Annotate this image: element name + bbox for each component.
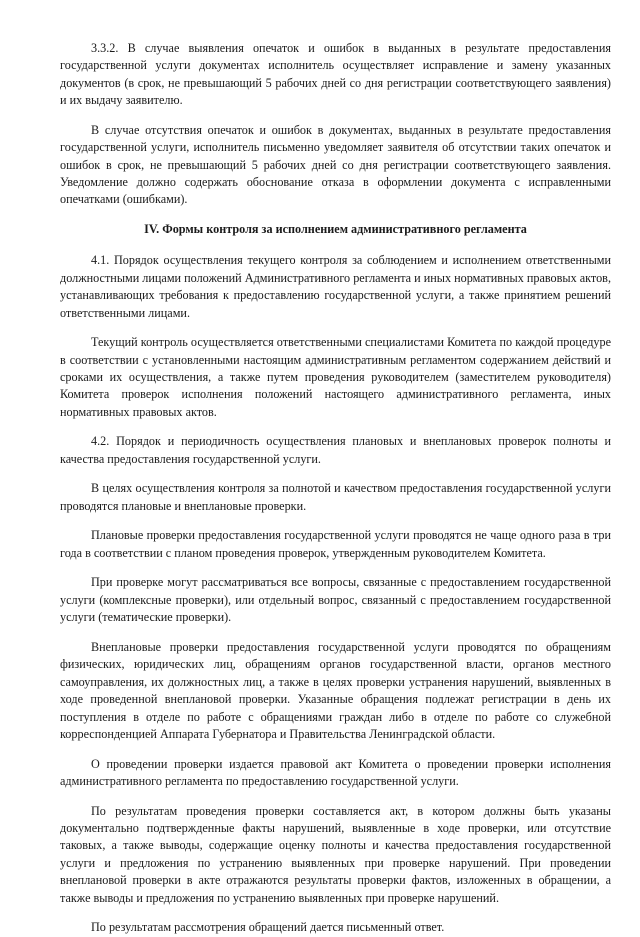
paragraph: 4.2. Порядок и периодичность осуществления плановых и внеплановых проверок полноты и качества предоставления государственной услуги. xyxy=(60,434,611,466)
paragraph: По результатам рассмотрения обращений дается письменный ответ. xyxy=(91,920,445,935)
document-page xyxy=(60,40,611,937)
paragraph: Плановые проверки предоставления государственной услуги проводятся не чаще одного раза в три года в соответствии с планом проведения проверок, утвержденным руководителем Комитета. xyxy=(60,528,611,560)
paragraph: Текущий контроль осуществляется ответственными специалистами Комитета по каждой процедуре в соответствии с установленными настоящим административным регламентом содержанием действий и сроками их осуществления, а также путем проведения руководителем (заместителем руководителя) Комитета проверок исполнения положений настоящего административного регламента, иных нормативных правовых актов. xyxy=(60,335,611,419)
paragraph: 3.3.2. В случае выявления опечаток и ошибок в выданных в результате предоставления государственной услуги документах исполнитель осуществляет исправление и замену указанных документов (в срок, не превышающий 5 рабочих дней со дня регистрации соответствующего заявления) и их выдачу заявителю. xyxy=(60,41,611,108)
paragraph: Внеплановые проверки предоставления государственной услуги проводятся по обращениям физических, юридических лиц, обращениям органов государственной власти, органов местного самоуправления, их должностных лиц, а также в целях проверки устранения нарушений, выявленных в ходе проведенной внеплановой проверки. Указанные обращения подлежат регистрации в день их поступления в отделе по работе с обращениями граждан либо в отделе по работе со служебной корреспонденцией Аппарата Губернатора и Правительства Ленинградской области. xyxy=(60,639,611,741)
section-heading: IV. Формы контроля за исполнением административного регламента xyxy=(144,222,527,237)
paragraph: По результатам проведения проверки составляется акт, в котором должны быть указаны документально подтвержденные факты нарушений, выявленные в ходе проверки, или отсутствие таковых, а также выводы, содержащие оценку полноты и качества предоставления государственной услуги и предложения по устранению выявленных при проверке нарушений. При проведении внеплановой проверки в акте отражаются результаты проверки фактов, изложенных в обращении, а также выводы и предложения по устранению выявленных при проверке нарушений. xyxy=(60,803,611,905)
paragraph: В целях осуществления контроля за полнотой и качеством предоставления государственной услуги проводятся плановые и внеплановые проверки. xyxy=(60,481,611,513)
paragraph: О проведении проверки издается правовой акт Комитета о проведении проверки исполнения административного регламента по предоставлению государственной услуги. xyxy=(60,756,611,788)
paragraph: 4.1. Порядок осуществления текущего контроля за соблюдением и исполнением ответственными должностными лицами положений Административного регламента и иных нормативных правовых актов, устанавливающих требования к предоставлению государственной услуги, а также принятием решений ответственными лицами. xyxy=(60,253,611,320)
paragraph: При проверке могут рассматриваться все вопросы, связанные с предоставлением государственной услуги (комплексные проверки), или отдельный вопрос, связанный с предоставлением государственной услуги (тематические проверки). xyxy=(60,575,611,625)
paragraph: В случае отсутствия опечаток и ошибок в документах, выданных в результате предоставления государственной услуги, исполнитель письменно уведомляет заявителя об отсутствии таких опечаток и ошибок в срок, не превышающий 5 рабочих дней со дня регистрации соответствующего заявления. Уведомление должно содержать обоснование отказа в оформлении документа с исправленными опечатками (ошибками). xyxy=(60,122,611,207)
